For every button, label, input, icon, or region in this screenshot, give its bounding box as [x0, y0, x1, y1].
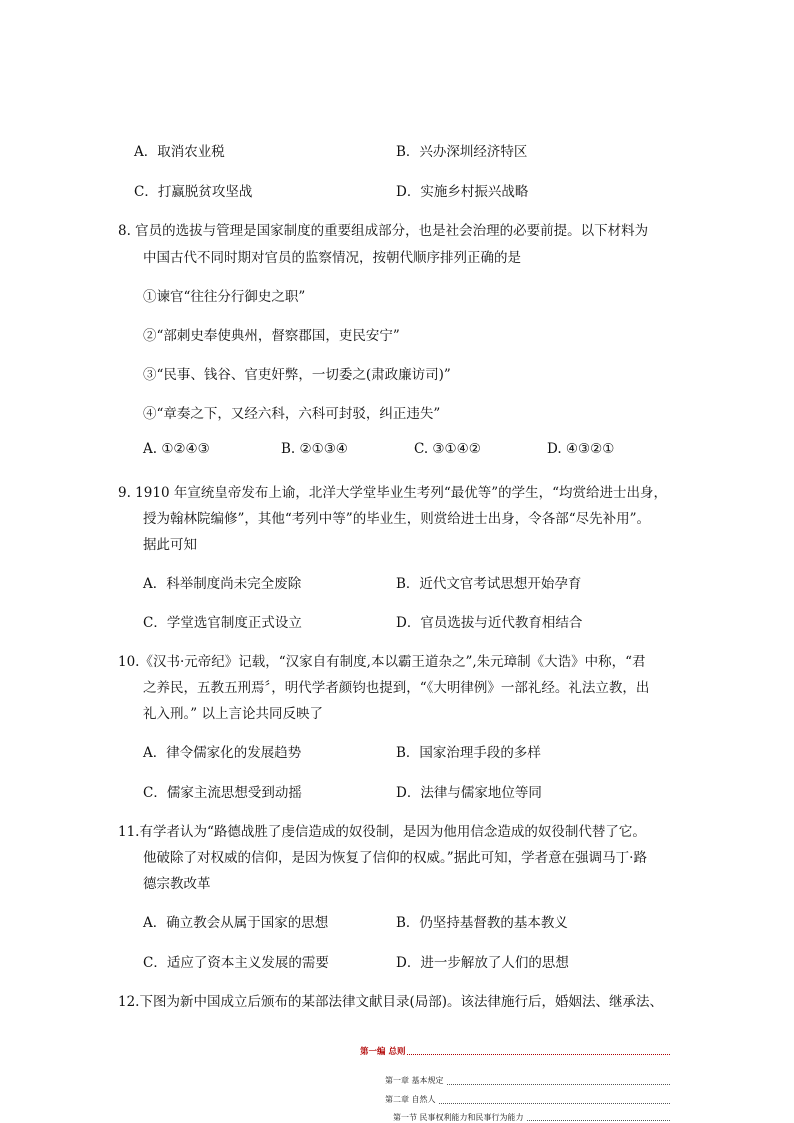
q8-material-3: ③“民事、钱谷、官吏奸弊，一切委之(肃政廉访司)” — [143, 367, 451, 383]
toc-chapter-2 — [385, 1094, 670, 1106]
toc-section-1-label: 第一节 民事权利能力和民事行为能力 — [393, 1113, 524, 1122]
q11-stem-line1: 11.有学者认为“路德战胜了虔信造成的奴役制，是因为他用信念造成的奴役制代替了它。 — [118, 824, 646, 840]
q9-option-b: B．近代文官考试思想开始孕育 — [396, 576, 582, 592]
q8-material-1: ①谏官“往往分行御史之职” — [143, 289, 306, 305]
q11-option-b: B．仍坚持基督教的基本教义 — [396, 915, 568, 931]
q11-stem-line2: 他破除了对权威的信仰，是因为恢复了信仰的权威。”据此可知，学者意在强调马丁·路 — [143, 850, 647, 866]
q7-option-b: B．兴办深圳经济特区 — [396, 144, 528, 160]
q9-stem-line3: 据此可知 — [143, 537, 197, 553]
q9-option-d: D．官员选拔与近代教育相结合 — [396, 615, 583, 631]
q8-stem-line1: 8. 官员的选拔与管理是国家制度的重要组成部分，也是社会治理的必要前提。以下材料为 — [118, 223, 649, 239]
q8-option-c: C. ③①④② — [414, 441, 481, 457]
toc-chapter-1-label: 第一章 基本规定 — [385, 1076, 444, 1085]
toc-part-1 — [360, 1045, 670, 1057]
q11-stem-line3: 德宗教改革 — [143, 876, 211, 892]
q10-option-b: B．国家治理手段的多样 — [396, 745, 541, 761]
q11-option-c: C．适应了资本主义发展的需要 — [143, 955, 329, 971]
toc-chapter-2-label: 第二章 自然人 — [385, 1095, 436, 1104]
q10-option-c: C．儒家主流思想受到动摇 — [143, 785, 302, 801]
q8-stem-line2: 中国古代不同时期对官员的监察情况，按朝代顺序排列正确的是 — [143, 250, 521, 266]
q9-stem-line2: 授为翰林院编修”，其他“考列中等”的毕业生，则赏给进士出身，令各部“尽先补用”。 — [143, 511, 651, 527]
q10-stem-line3: 礼入刑。” 以上言论共同反映了 — [143, 706, 323, 722]
q12-stem-line1: 12.下图为新中国成立后颁布的某部法律文献目录(局部)。该法律施行后，婚姻法、继承法、 — [118, 994, 664, 1010]
q8-option-a: A. ①②④③ — [143, 441, 210, 457]
q8-material-4: ④“章奏之下，又经六科，六科可封驳，纠正违失” — [143, 406, 441, 422]
q10-stem-line2: 之养民，五教五刑焉〞，明代学者颜钧也提到，“《大明律例》一部礼经。礼法立教，出 — [143, 680, 650, 696]
q11-option-a: A．确立教会从属于国家的思想 — [143, 915, 329, 931]
q10-option-a: A．律令儒家化的发展趋势 — [143, 745, 302, 761]
q11-option-d: D．进一步解放了人们的思想 — [396, 955, 569, 971]
toc-part-1-label: 第一编 总则 — [360, 1047, 406, 1057]
toc-section-1 — [393, 1112, 670, 1123]
q9-option-a: A．科举制度尚未完全废除 — [143, 576, 302, 592]
q9-stem-line1: 9. 1910 年宣统皇帝发布上谕，北洋大学堂毕业生考列“最优等”的学生，“均赏给进士出身， — [118, 485, 668, 501]
toc-chapter-1 — [385, 1075, 670, 1087]
q7-option-c: C．打赢脱贫攻坚战 — [134, 184, 253, 200]
q8-option-d: D. ④③②① — [547, 441, 615, 457]
q7-option-d: D．实施乡村振兴战略 — [396, 184, 529, 200]
q7-option-a: A．取消农业税 — [134, 144, 225, 160]
q8-option-b: B. ②①③④ — [281, 441, 348, 457]
q10-stem-line1: 10.《汉书·元帝纪》记载，“汉家自有制度,本以霸王道杂之”,朱元璋制《大诰》中称，“君 — [118, 654, 646, 670]
q8-material-2: ②“部刺史奉使典州，督察郡国，吏民安宁” — [143, 328, 400, 344]
q10-option-d: D．法律与儒家地位等同 — [396, 785, 542, 801]
q9-option-c: C．学堂选官制度正式设立 — [143, 615, 302, 631]
